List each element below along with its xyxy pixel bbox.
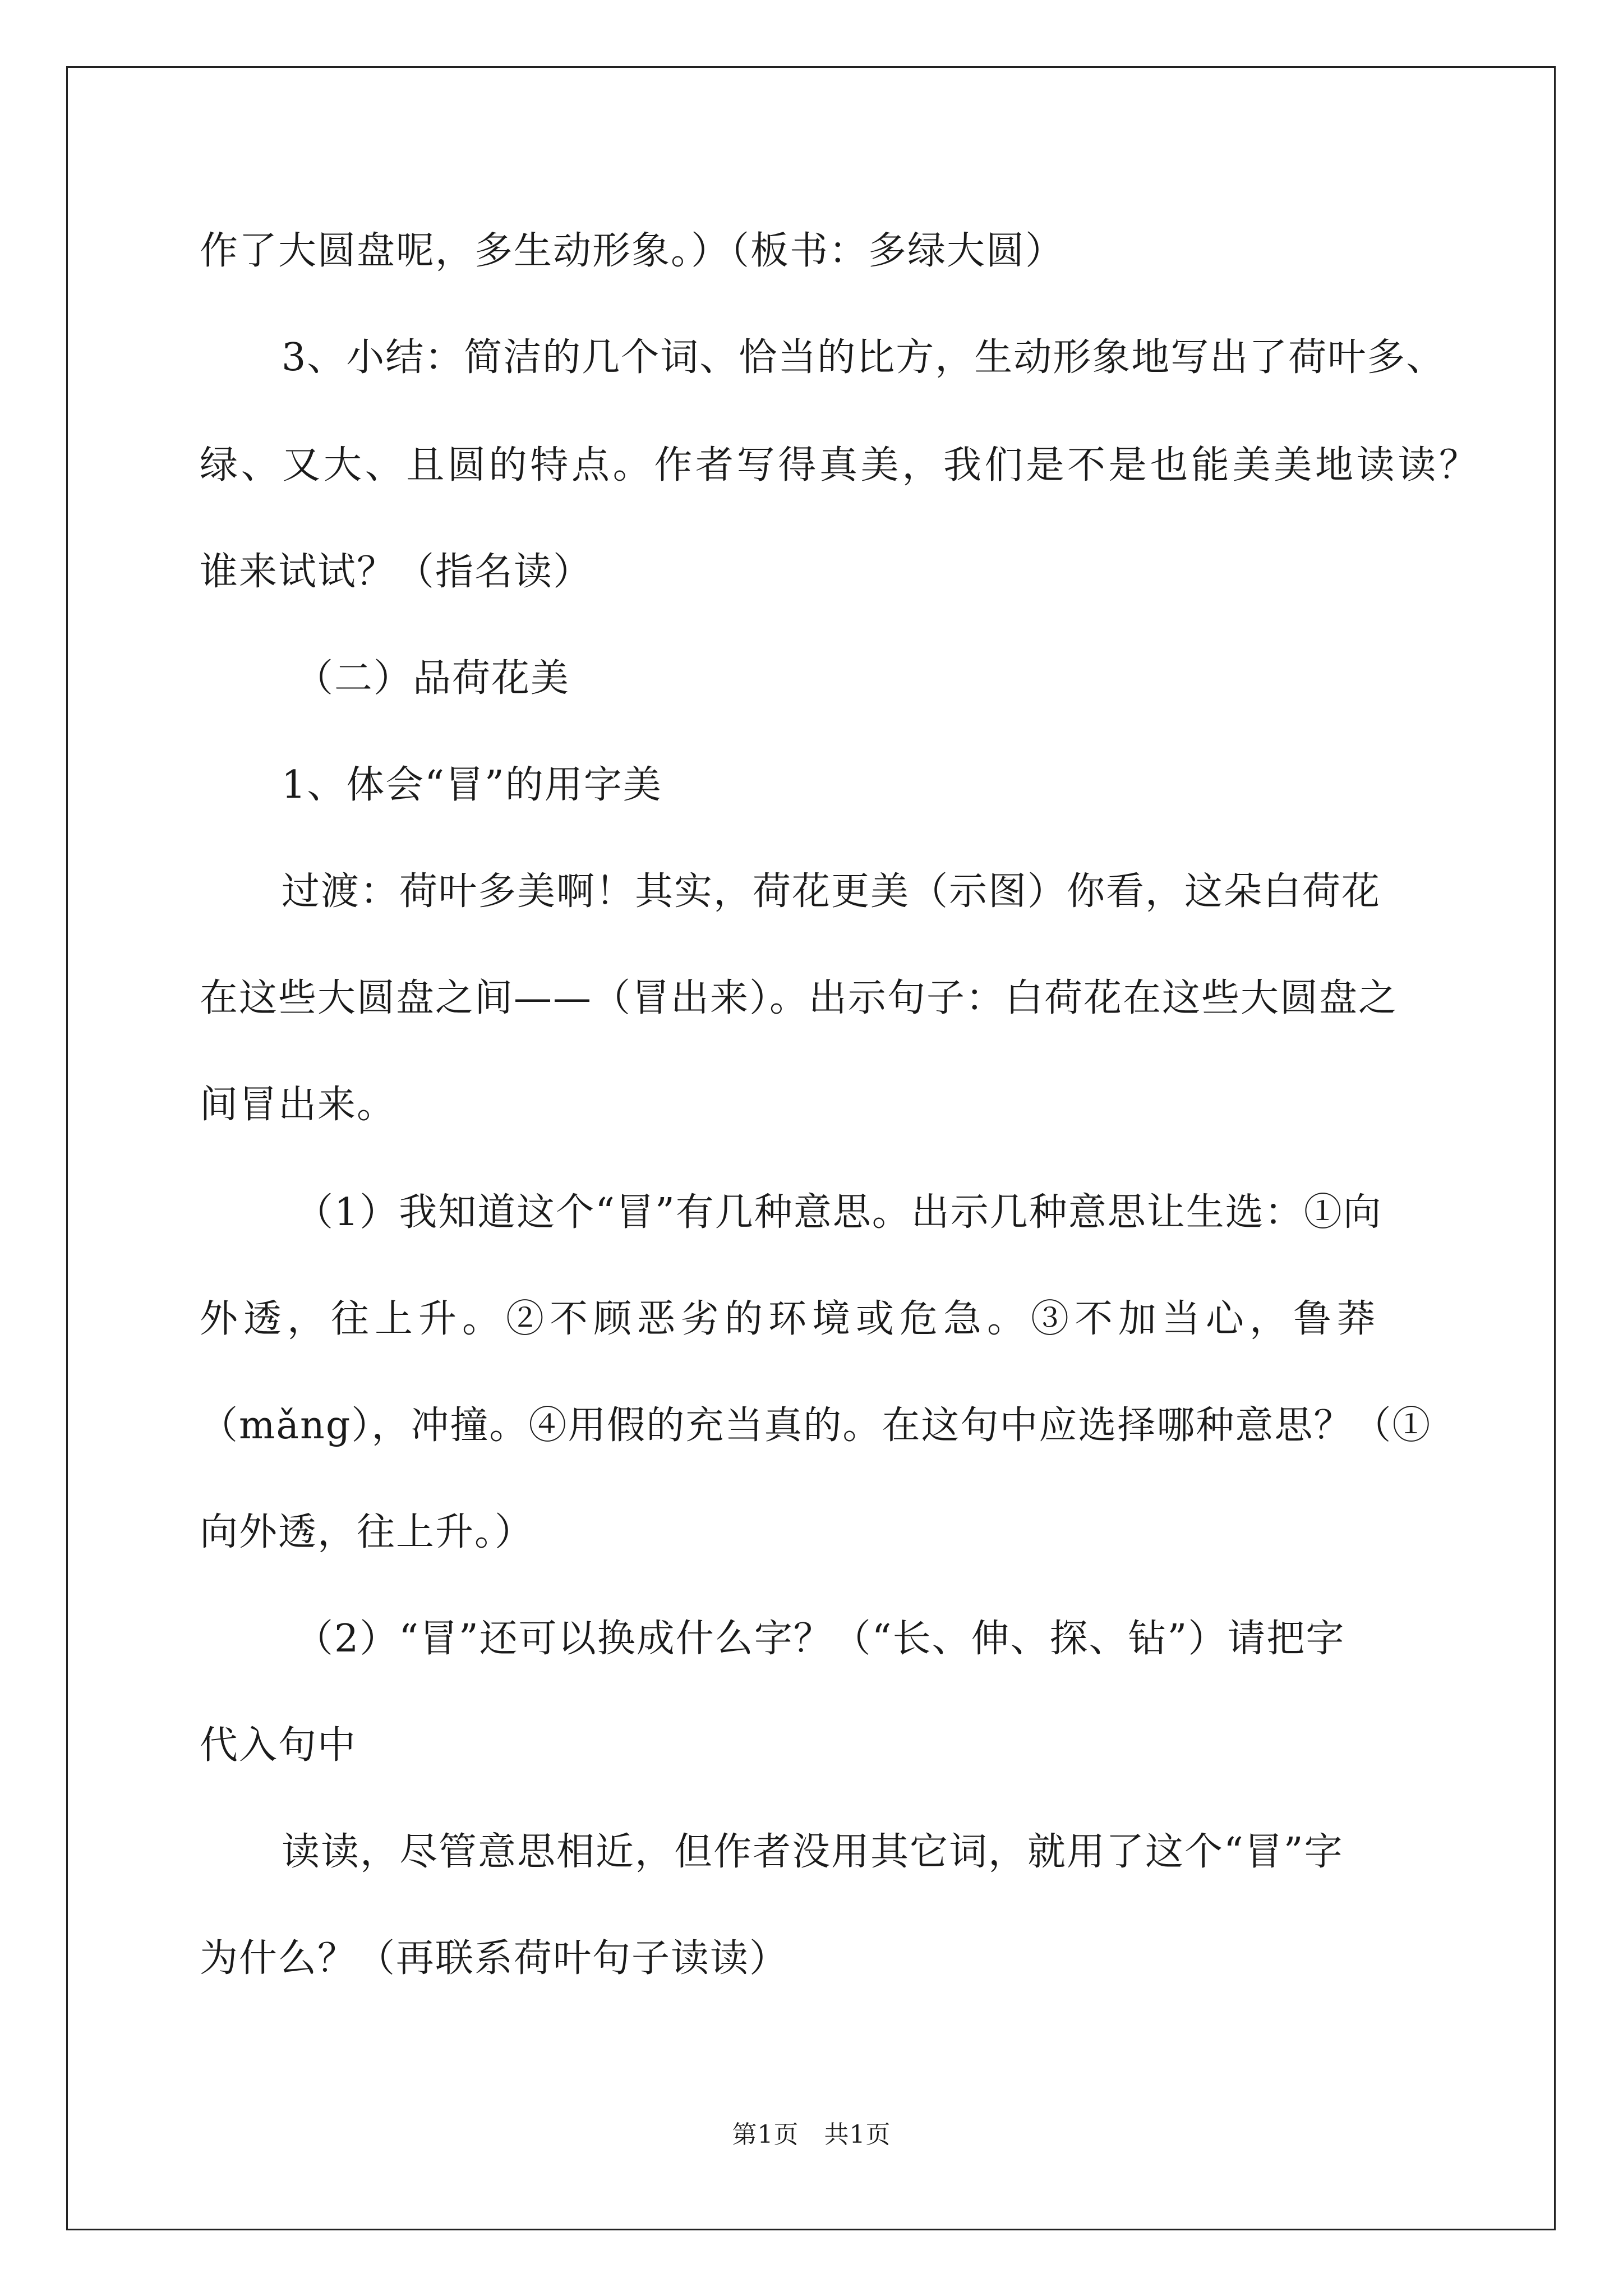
page-footer: 第1页 共1页 [732, 2120, 891, 2149]
text-line: 在这些大圆盘之间——（冒出来）。出示句子：白荷花在这些大圆盘之 [200, 976, 1398, 1020]
text-line: 3、小结：简洁的几个词、恰当的比方，生动形象地写出了荷叶多、 [282, 335, 1446, 380]
subsection-heading: 1、体会“冒”的用字美 [282, 763, 662, 807]
page-border [66, 66, 1556, 2230]
text-line: 绿、又大、且圆的特点。作者写得真美，我们是不是也能美美地读读？ [200, 443, 1478, 487]
text-line: 读读，尽管意思相近，但作者没用其它词，就用了这个“冒”字 [282, 1830, 1344, 1874]
text-line: 外透，往上升。②不顾恶劣的环境或危急。③不加当心，鲁莽 [200, 1297, 1381, 1341]
text-line: 间冒出来。 [200, 1083, 396, 1127]
text-line: 作了大圆盘呢，多生动形象。）（板书：多绿大圆） [200, 229, 1065, 273]
text-line: 为什么？（再联系荷叶句子读读） [200, 1936, 789, 1981]
text-line: （mǎng），冲撞。④用假的充当真的。在这句中应选择哪种意思？（① [200, 1404, 1432, 1448]
text-line: （1）我知道这个“冒”有几种意思。出示几种意思让生选：①向 [295, 1190, 1382, 1235]
text-line: （2）“冒”还可以换成什么字？（“长、伸、探、钻”）请把字 [295, 1617, 1345, 1661]
section-heading: （二）品荷花美 [295, 656, 570, 701]
text-line: 过渡：荷叶多美啊！其实，荷花更美（示图）你看，这朵白荷花 [282, 869, 1381, 914]
text-line: 代入句中 [200, 1723, 357, 1768]
text-line: 谁来试试？（指名读） [200, 550, 593, 594]
text-line: 向外透，往上升。） [200, 1510, 534, 1554]
